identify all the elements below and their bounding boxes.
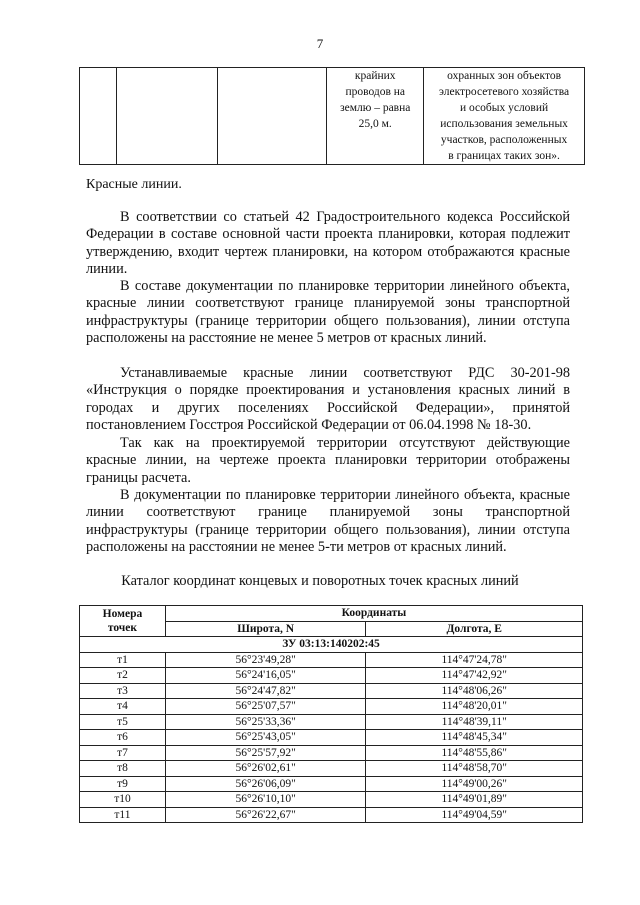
- paragraph: [86, 365, 570, 435]
- cell-lon: 114°48'20,01": [366, 699, 583, 715]
- cell-point: т3: [80, 683, 166, 699]
- parcel-id: ЗУ 03:13:140202:45: [80, 637, 583, 653]
- paragraph: [86, 435, 570, 487]
- table-cell-zones: [424, 68, 585, 165]
- cell-line: использования земельных: [440, 118, 568, 130]
- cell-lat: 56°24'16,05": [165, 668, 366, 684]
- coordinates-table: [79, 605, 583, 823]
- cell-point: т11: [80, 807, 166, 823]
- cell-point: т7: [80, 745, 166, 761]
- table-cell-wire-height: [327, 68, 424, 165]
- cell-lon: 114°48'55,86": [366, 745, 583, 761]
- table-row: [80, 714, 583, 730]
- cell-lon: 114°48'06,26": [366, 683, 583, 699]
- table-row: [80, 807, 583, 823]
- cell-lon: 114°47'24,78": [366, 652, 583, 668]
- cell-lat: 56°26'22,67": [165, 807, 366, 823]
- table-row: [80, 730, 583, 746]
- parcel-row: [80, 637, 583, 653]
- cell-line: 25,0 м.: [358, 118, 392, 130]
- page-number: 7: [316, 36, 324, 51]
- cell-line: проводов на: [345, 86, 406, 98]
- cell-line: и особых условий: [459, 102, 549, 114]
- cell-lat: 56°25'57,92": [165, 745, 366, 761]
- cell-lon: 114°48'58,70": [366, 761, 583, 777]
- cell-line: участков, расположенных: [440, 134, 568, 146]
- table-row: [80, 68, 585, 165]
- header-lat: Широта, N: [165, 621, 366, 637]
- table-cell-empty: [80, 68, 117, 165]
- cell-point: т4: [80, 699, 166, 715]
- cell-lon: 114°49'00,26": [366, 776, 583, 792]
- table-row: [80, 776, 583, 792]
- cell-line: охранных зон объектов: [447, 70, 561, 82]
- paragraph: [86, 487, 570, 557]
- paragraph-text: В соответствии со статьей 42 Градостроительного кодекса Российской Федерации в составе основной части проекта планировки, которая подлежит утверждению, входит чертеж планировки, на котором отображаются красные линии.: [86, 209, 570, 278]
- cell-lon: 114°47'42,92": [366, 668, 583, 684]
- paragraph: [86, 278, 570, 348]
- cell-lon: 114°49'04,59": [366, 807, 583, 823]
- table-row: [80, 668, 583, 684]
- cell-line: землю – равна: [340, 102, 411, 114]
- paragraph-text: В составе документации по планировке территории линейного объекта, красные линии соответствуют границе планируемой зоны транспортной инфраструктуры (границе территории общего пользования), линии отступа расположены на расстояние не менее 5 метров от красных линий.: [86, 278, 570, 347]
- table-cell-empty: [217, 68, 327, 165]
- cell-point: т10: [80, 792, 166, 808]
- paragraph-text: Устанавливаемые красные линии соответствуют РДС 30-201-98 «Инструкция о порядке проектирования и установления красных линий в городах и других поселениях Российской Федерации», принятой постановлением Госстроя Российской Федерации от 06.04.1998 № 18-30.: [86, 365, 570, 434]
- cell-lon: 114°49'01,89": [366, 792, 583, 808]
- cell-lat: 56°24'47,82": [165, 683, 366, 699]
- table-row: [80, 699, 583, 715]
- table-header-row: [80, 606, 583, 622]
- paragraph-text: Так как на проектируемой территории отсутствуют действующие красные линии, на чертеже проекта планировки территории отображены границы расчета.: [86, 435, 570, 486]
- paragraph: [86, 209, 570, 279]
- header-lon: Долгота, E: [366, 621, 583, 637]
- cell-point: т9: [80, 776, 166, 792]
- cell-lat: 56°25'43,05": [165, 730, 366, 746]
- cell-lat: 56°23'49,28": [165, 652, 366, 668]
- cell-point: т2: [80, 668, 166, 684]
- table-row: [80, 652, 583, 668]
- table-row: [80, 683, 583, 699]
- cell-lon: 114°48'39,11": [366, 714, 583, 730]
- cell-lon: 114°48'45,34": [366, 730, 583, 746]
- continuation-table: [79, 67, 585, 165]
- table-cell-empty: [116, 68, 217, 165]
- paragraph-text: В документации по планировке территории линейного объекта, красные линии соответствуют границе планируемой зоны транспортной инфраструктуры (границе территории общего пользования), линии отступа расположены на расстоянии не менее 5-ти метров от красных линий.: [86, 487, 570, 556]
- catalog-title: Каталог координат концевых и поворотных точек красных линий: [121, 573, 519, 589]
- cell-line: электросетевого хозяйства: [439, 86, 570, 98]
- coordinates-body: [80, 637, 583, 823]
- cell-point: т5: [80, 714, 166, 730]
- table-row: [80, 792, 583, 808]
- table-row: [80, 745, 583, 761]
- cell-lat: 56°26'02,61": [165, 761, 366, 777]
- cell-point: т1: [80, 652, 166, 668]
- cell-line: крайних: [354, 70, 396, 82]
- cell-lat: 56°25'33,36": [165, 714, 366, 730]
- header-coords: Координаты: [165, 606, 582, 622]
- cell-lat: 56°26'06,09": [165, 776, 366, 792]
- header-points: Номера точек: [80, 606, 166, 637]
- cell-point: т8: [80, 761, 166, 777]
- cell-line: в границах таких зон».: [448, 150, 560, 162]
- table-row: [80, 761, 583, 777]
- cell-lat: 56°26'10,10": [165, 792, 366, 808]
- cell-lat: 56°25'07,57": [165, 699, 366, 715]
- cell-point: т6: [80, 730, 166, 746]
- section-heading: Красные линии.: [86, 177, 182, 192]
